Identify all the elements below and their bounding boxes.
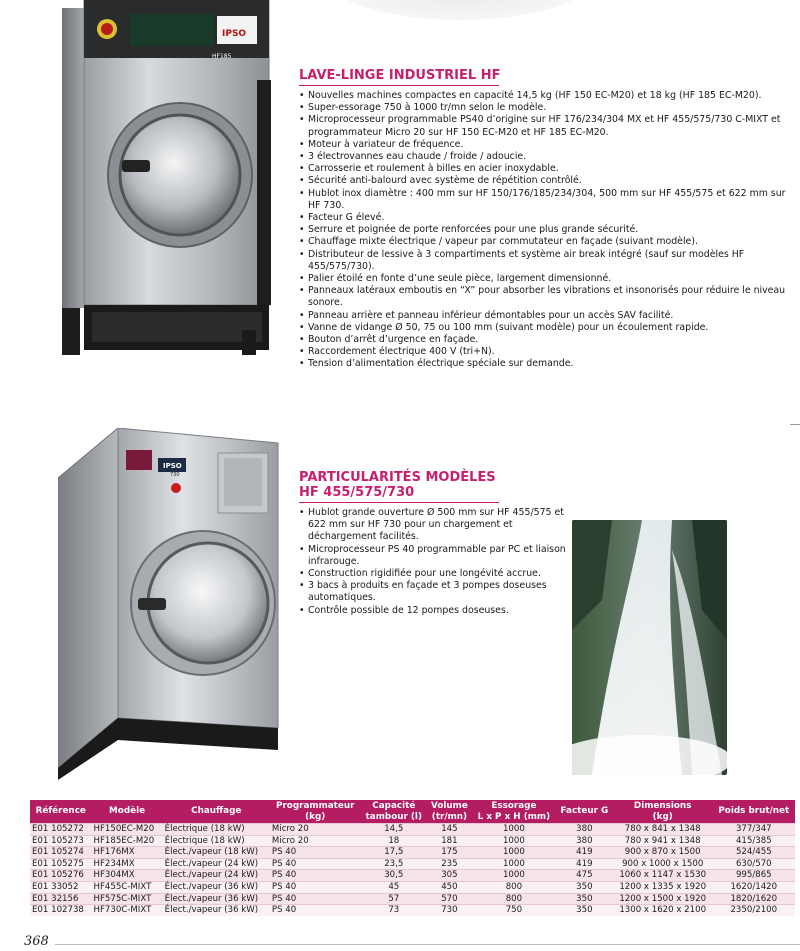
table-cell: 1820/1620: [713, 893, 795, 905]
margin-tick: [790, 424, 800, 425]
col-header-volume: Volume (tr/mn): [427, 800, 472, 824]
svg-text:HF185: HF185: [212, 53, 232, 60]
list-item: • Chauffage mixte électrique / vapeur par commutateur en façade (suivant modèle).: [299, 236, 789, 248]
table-cell: 630/570: [713, 858, 795, 870]
table-cell: E01 105272: [30, 824, 91, 836]
table-cell: 1060 x 1147 x 1530: [613, 870, 713, 882]
section-title-line1: PARTICULARITÉS MODÈLES: [299, 470, 496, 485]
table-cell: 2350/2100: [713, 905, 795, 916]
list-item: • Contrôle possible de 12 pompes doseuses.: [299, 605, 569, 617]
col-header-dimensions: Dimensions (kg): [613, 800, 713, 824]
table-cell: PS 40: [270, 893, 361, 905]
table-cell: 1000: [472, 847, 556, 859]
list-item: • Palier étoilé en fonte d’une seule pièce, largement dimensionné.: [299, 273, 789, 285]
col-header-capacite: Capacité tambour (l): [361, 800, 427, 824]
table-row: [30, 847, 795, 859]
table-cell: E01 105273: [30, 835, 91, 847]
table-cell: E01 105276: [30, 870, 91, 882]
table-cell: Élect./vapeur (36 kW): [163, 893, 270, 905]
title-rule: [299, 502, 499, 503]
list-item: • Panneau arrière et panneau inférieur démontables pour un accès SAV facilité.: [299, 310, 789, 322]
table-cell: Élect./vapeur (18 kW): [163, 847, 270, 859]
table-cell: HF185EC-M20: [91, 835, 162, 847]
table-cell: 305: [427, 870, 472, 882]
table-cell: PS 40: [270, 858, 361, 870]
col-header-facteur-g: Facteur G: [556, 800, 613, 824]
section-title: LAVE-LINGE INDUSTRIEL HF: [299, 68, 501, 83]
table-cell: 14,5: [361, 824, 427, 836]
table-cell: E01 105275: [30, 858, 91, 870]
table-cell: 175: [427, 847, 472, 859]
table-cell: HF304MX: [91, 870, 162, 882]
table-cell: E01 32156: [30, 893, 91, 905]
specification-table: [30, 800, 795, 916]
table-cell: 900 x 870 x 1500: [613, 847, 713, 859]
table-cell: Micro 20: [270, 835, 361, 847]
table-cell: 419: [556, 858, 613, 870]
footer-rule: [55, 944, 800, 945]
list-item: • Microprocesseur PS 40 programmable par PC et liaison infrarouge.: [299, 544, 569, 568]
table-cell: 45: [361, 881, 427, 893]
table-cell: 235: [427, 858, 472, 870]
col-header-programmateur: Programmateur (kg): [270, 800, 361, 824]
table-cell: 17,5: [361, 847, 427, 859]
table-row: [30, 881, 795, 893]
table-cell: 450: [427, 881, 472, 893]
table-cell: 780 x 941 x 1348: [613, 835, 713, 847]
table-cell: Élect./vapeur (24 kW): [163, 858, 270, 870]
col-header-chauffage: Chauffage: [163, 800, 270, 824]
table-cell: 1200 x 1500 x 1920: [613, 893, 713, 905]
table-cell: Élect./vapeur (36 kW): [163, 881, 270, 893]
table-row: [30, 858, 795, 870]
section-lave-linge: [299, 68, 789, 371]
col-header-essorage: Essorage L x P x H (mm): [472, 800, 556, 824]
svg-text:730: 730: [170, 472, 180, 478]
table-cell: 1620/1420: [713, 881, 795, 893]
table-cell: 570: [427, 893, 472, 905]
list-item: • Moteur à variateur de fréquence.: [299, 139, 789, 151]
list-item: • Microprocesseur programmable PS40 d’origine sur HF 176/234/304 MX et HF 455/575/730 C-MIXT et programmateur Micro 20 sur HF 150 EC-M20 et HF 185 EC-M20.: [299, 114, 789, 138]
list-item: • Construction rigidifiée pour une longévité accrue.: [299, 568, 569, 580]
list-item: • Panneaux latéraux emboutis en “X” pour absorber les vibrations et insonorisés pour réduire le niveau sonore.: [299, 285, 789, 309]
table-cell: 419: [556, 847, 613, 859]
list-item: • Tension d’alimentation électrique spéciale sur demande.: [299, 358, 789, 370]
waterfall-photo: [572, 520, 727, 775]
table-cell: PS 40: [270, 905, 361, 916]
list-item: • Hublot inox diamètre : 400 mm sur HF 150/176/185/234/304, 500 mm sur HF 455/575 et 622 mm sur HF 730.: [299, 188, 789, 212]
list-item: • Distributeur de lessive à 3 compartiments et système air break intégré (sauf sur modèles HF 455/575/730).: [299, 249, 789, 273]
table-cell: HF455C-MIXT: [91, 881, 162, 893]
table-cell: 350: [556, 881, 613, 893]
page-number: 368: [24, 934, 49, 949]
table-cell: 1000: [472, 858, 556, 870]
table-cell: 475: [556, 870, 613, 882]
table-cell: 23,5: [361, 858, 427, 870]
table-cell: PS 40: [270, 881, 361, 893]
table-cell: HF176MX: [91, 847, 162, 859]
table-row: [30, 905, 795, 916]
table-cell: 57: [361, 893, 427, 905]
brand-logo-text: IPSO: [222, 29, 247, 39]
table-cell: 800: [472, 893, 556, 905]
table-cell: 900 x 1000 x 1500: [613, 858, 713, 870]
table-cell: Micro 20: [270, 824, 361, 836]
table-cell: 1000: [472, 870, 556, 882]
table-cell: 750: [472, 905, 556, 916]
table-cell: E01 105274: [30, 847, 91, 859]
table-cell: 730: [427, 905, 472, 916]
list-item: • Carrosserie et roulement à billes en acier inoxydable.: [299, 163, 789, 175]
feature-list: [299, 90, 789, 371]
table-cell: HF730C-MIXT: [91, 905, 162, 916]
list-item: • Sécurité anti-balourd avec système de répétition contrôlé.: [299, 175, 789, 187]
col-header-reference: Référence: [30, 800, 91, 824]
table-cell: 524/455: [713, 847, 795, 859]
list-item: • Raccordement électrique 400 V (tri+N).: [299, 346, 789, 358]
list-item: • 3 bacs à produits en façade et 3 pompes doseuses automatiques.: [299, 580, 569, 604]
table-cell: 181: [427, 835, 472, 847]
section-particularites: [299, 470, 569, 617]
brand-logo-text: IPSO: [163, 462, 182, 470]
table-cell: 380: [556, 835, 613, 847]
col-header-poids: Poids brut/net: [713, 800, 795, 824]
feature-list: [299, 507, 569, 617]
list-item: • Hublot grande ouverture Ø 500 mm sur HF 455/575 et 622 mm sur HF 730 pour un chargement et déchargement facilités.: [299, 507, 569, 544]
table-header-row: [30, 800, 795, 824]
table-cell: E01 33052: [30, 881, 91, 893]
list-item: • Super-essorage 750 à 1000 tr/mn selon le modèle.: [299, 102, 789, 114]
table-cell: PS 40: [270, 870, 361, 882]
table-row: [30, 824, 795, 836]
list-item: • 3 électrovannes eau chaude / froide / adoucie.: [299, 151, 789, 163]
table-cell: 350: [556, 893, 613, 905]
table-cell: 1300 x 1620 x 2100: [613, 905, 713, 916]
table-cell: 145: [427, 824, 472, 836]
table-cell: PS 40: [270, 847, 361, 859]
list-item: • Facteur G élevé.: [299, 212, 789, 224]
table-cell: 800: [472, 881, 556, 893]
table-row: [30, 893, 795, 905]
table-cell: 415/385: [713, 835, 795, 847]
section-title-line2: HF 455/575/730: [299, 485, 415, 500]
list-item: • Vanne de vidange Ø 50, 75 ou 100 mm (suivant modèle) pour un écoulement rapide.: [299, 322, 789, 334]
washer-hf185-image: [62, 0, 284, 365]
table-cell: E01 102738: [30, 905, 91, 916]
list-item: • Serrure et poignée de porte renforcées pour une plus grande sécurité.: [299, 224, 789, 236]
washer-hf730-image: [58, 428, 288, 780]
decorative-curve: [330, 0, 590, 20]
table-cell: 350: [556, 905, 613, 916]
table-cell: 380: [556, 824, 613, 836]
col-header-modele: Modèle: [91, 800, 162, 824]
table-cell: Électrique (18 kW): [163, 835, 270, 847]
table-cell: 1200 x 1335 x 1920: [613, 881, 713, 893]
title-rule: [299, 85, 499, 86]
table-cell: 18: [361, 835, 427, 847]
list-item: • Bouton d’arrêt d’urgence en façade.: [299, 334, 789, 346]
table-cell: 1000: [472, 824, 556, 836]
table-cell: 995/865: [713, 870, 795, 882]
table-cell: 377/347: [713, 824, 795, 836]
table-cell: Élect./vapeur (36 kW): [163, 905, 270, 916]
table-cell: HF150EC-M20: [91, 824, 162, 836]
table-cell: 780 x 841 x 1348: [613, 824, 713, 836]
table-row: [30, 835, 795, 847]
table-cell: HF575C-MIXT: [91, 893, 162, 905]
table-cell: HF234MX: [91, 858, 162, 870]
table-cell: Élect./vapeur (24 kW): [163, 870, 270, 882]
list-item: • Nouvelles machines compactes en capacité 14,5 kg (HF 150 EC-M20) et 18 kg (HF 185 EC-M20).: [299, 90, 789, 102]
table-cell: 30,5: [361, 870, 427, 882]
table-cell: Électrique (18 kW): [163, 824, 270, 836]
table-cell: 73: [361, 905, 427, 916]
table-row: [30, 870, 795, 882]
table-cell: 1000: [472, 835, 556, 847]
